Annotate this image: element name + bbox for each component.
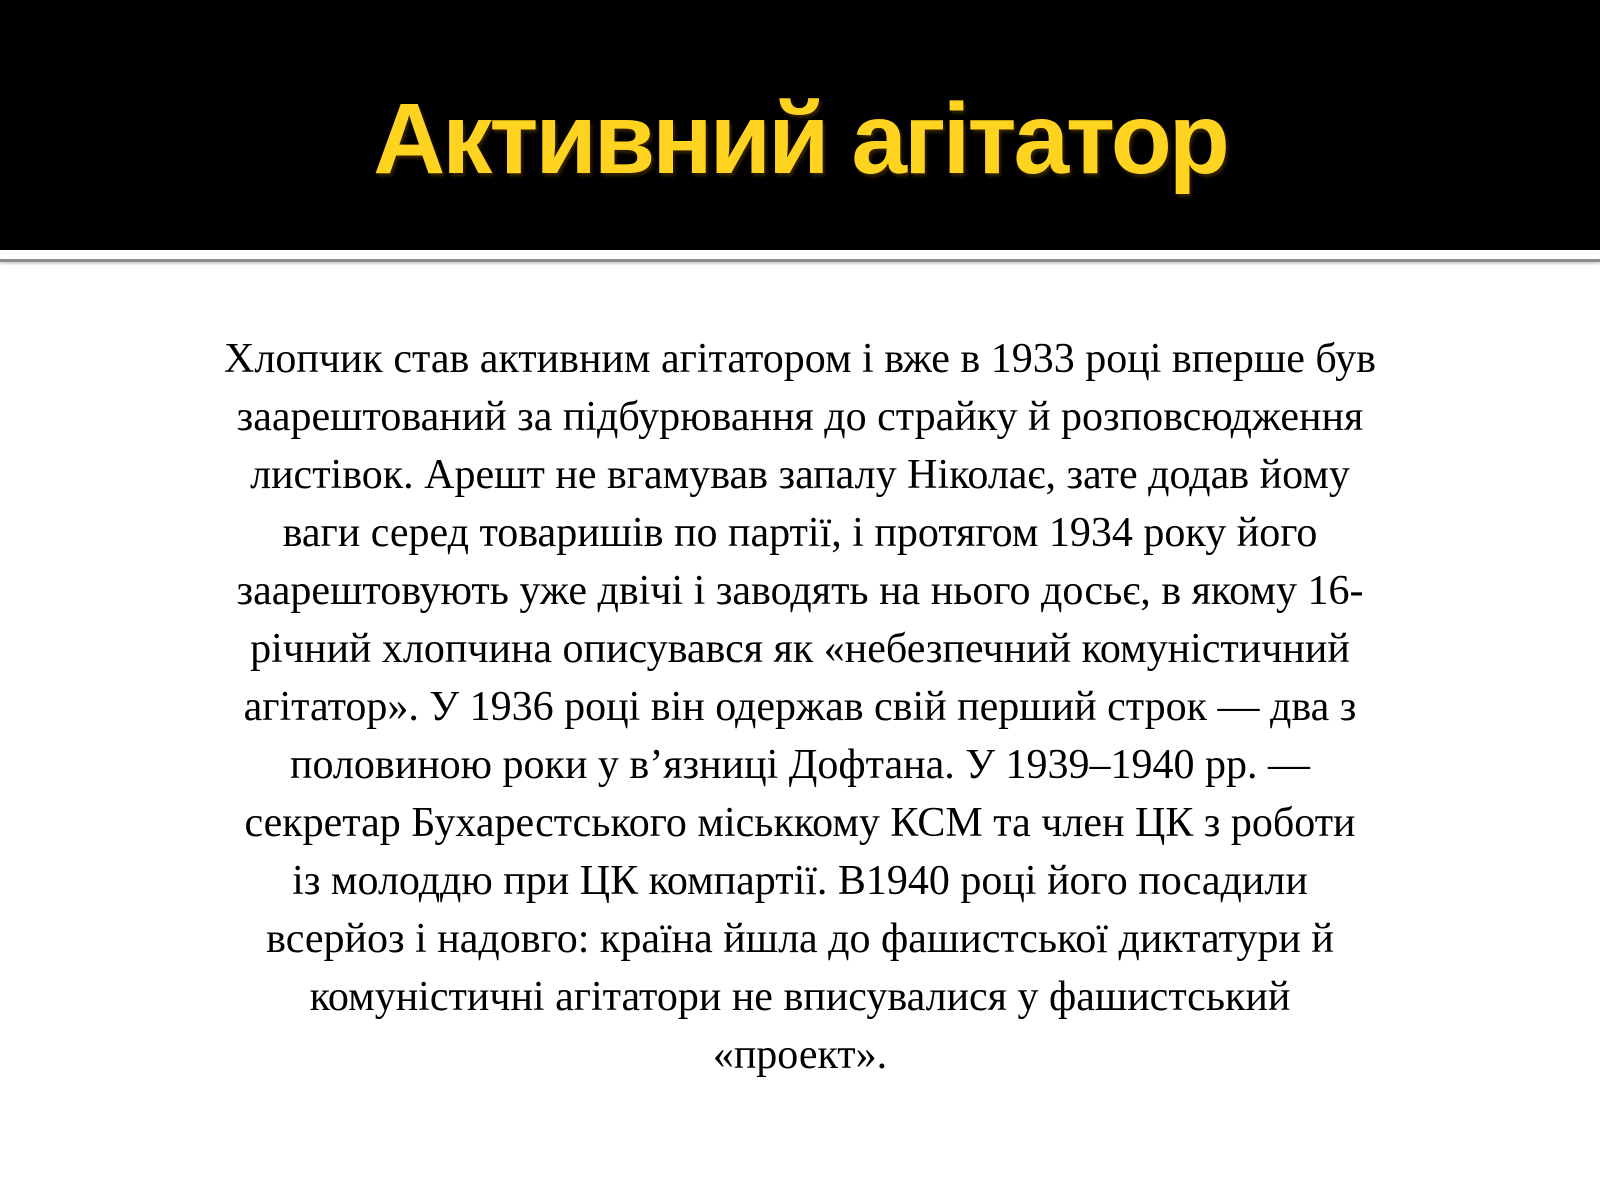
body-line: річний хлопчина описувався як «небезпечний комуністичний xyxy=(250,626,1350,672)
slide-body xyxy=(0,330,1600,1084)
body-line: комуністичні агітатори не вписувалися у фашистський xyxy=(309,974,1291,1020)
body-line: із молоддю при ЦК компартії. В1940 році його посадили xyxy=(292,858,1308,904)
slide-title: Активний агітатор xyxy=(373,82,1227,195)
body-line: половиною роки у в’язниці Дофтана. У 1939–1940 рр. — xyxy=(290,742,1310,788)
body-line: заарештований за підбурювання до страйку й розповсюдження xyxy=(236,394,1364,440)
divider-gap xyxy=(0,250,1600,259)
body-line: листівок. Арешт не вгамував запалу Ніколає, зате додав йому xyxy=(250,452,1350,498)
title-banner xyxy=(0,0,1600,250)
body-line: агітатор». У 1936 році він одержав свій перший строк — два з xyxy=(243,684,1357,730)
body-line: «проект». xyxy=(712,1032,888,1078)
body-line: секретар Бухарестського міськкому КСМ та член ЦК з роботи xyxy=(244,800,1356,846)
body-line: Хлопчик став активним агітатором і вже в 1933 році вперше був xyxy=(224,336,1376,382)
body-line: всерйоз і надовго: країна йшла до фашистської диктатури й xyxy=(266,916,1334,962)
divider-line xyxy=(0,259,1600,262)
body-line: ваги серед товаришів по партії, і протягом 1934 року його xyxy=(282,510,1318,556)
body-line: заарештовують уже двічі і заводять на нього досьє, в якому 16- xyxy=(236,568,1364,614)
